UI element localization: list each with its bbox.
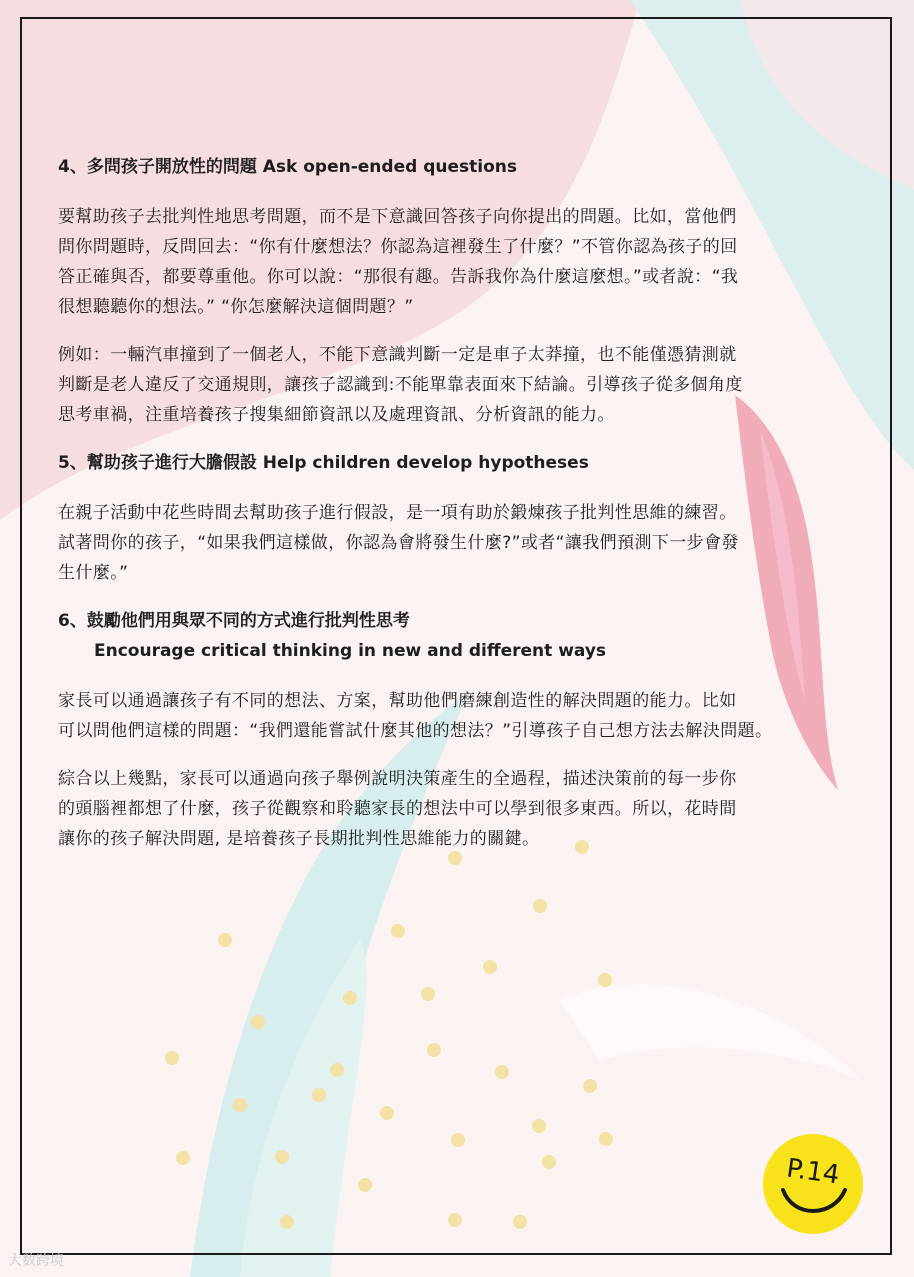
section-6-heading-english: Encourage critical thinking in new and different ways	[94, 641, 607, 661]
section-4-paragraph-2	[58, 340, 858, 430]
paragraph-line: 讓你的孩子解決問題, 是培養孩子長期批判性思維能力的關鍵。	[58, 829, 540, 849]
paragraph-line: 思考車禍，注重培養孩子搜集細節資訊以及處理資訊、分析資訊的能力。	[58, 405, 615, 425]
section-5-heading: 5、幫助孩子進行大膽假設 Help children develop hypotheses	[58, 453, 589, 473]
article-body	[58, 152, 858, 854]
paragraph-line: 答正確與否，都要尊重他。你可以說：“那很有趣。告訴我你為什麼這麼想。”或者說：“我	[58, 267, 739, 287]
paragraph-line: 可以問他們這樣的問題：“我們還能嘗試什麼其他的想法？”引導孩子自己想方法去解決問題。	[58, 721, 773, 741]
section-5-paragraph	[58, 498, 858, 588]
section-6-heading: 6、鼓勵他們用與眾不同的方式進行批判性思考	[58, 611, 410, 631]
watermark-text: 大数跨境	[8, 1252, 64, 1268]
paragraph-line: 問你問題時，反問回去：“你有什麼想法？你認為這裡發生了什麼？”不管你認為孩子的回	[58, 237, 738, 257]
summary-paragraph	[58, 764, 858, 854]
paragraph-line: 的頭腦裡都想了什麼，孩子從觀察和聆聽家長的想法中可以學到很多東西。所以，花時間	[58, 799, 737, 819]
section-4-heading: 4、多問孩子開放性的問題 Ask open-ended questions	[58, 157, 517, 177]
paragraph-line: 要幫助孩子去批判性地思考問題，而不是下意識回答孩子向你提出的問題。比如，當他們	[58, 207, 737, 227]
paragraph-line: 綜合以上幾點，家長可以通過向孩子舉例說明決策產生的全過程，描述決策前的每一步你	[58, 769, 737, 789]
section-4-paragraph-1	[58, 202, 858, 322]
paragraph-line: 試著問你的孩子，“如果我們這樣做，你認為會將發生什麼?”或者“讓我們預測下一步會發	[58, 533, 739, 553]
page-number-label: P.14	[784, 1153, 842, 1191]
section-6-paragraph	[58, 686, 858, 746]
paragraph-line: 很想聽聽你的想法。” “你怎麼解決這個問題？”	[58, 297, 414, 317]
paragraph-line: 例如：一輛汽車撞到了一個老人，不能下意識判斷一定是車子太莽撞，也不能僅憑猜測就	[58, 345, 737, 365]
paragraph-line: 在親子活動中花些時間去幫助孩子進行假設，是一項有助於鍛煉孩子批判性思維的練習。	[58, 503, 737, 523]
paragraph-line: 家長可以通過讓孩子有不同的想法、方案，幫助他們磨練創造性的解決問題的能力。比如	[58, 691, 737, 711]
paragraph-line: 生什麼。”	[58, 563, 129, 583]
paragraph-line: 判斷是老人違反了交通規則，讓孩子認識到:不能單靠表面來下結論。引導孩子從多個角度	[58, 375, 743, 395]
page-number-badge	[761, 1132, 865, 1236]
